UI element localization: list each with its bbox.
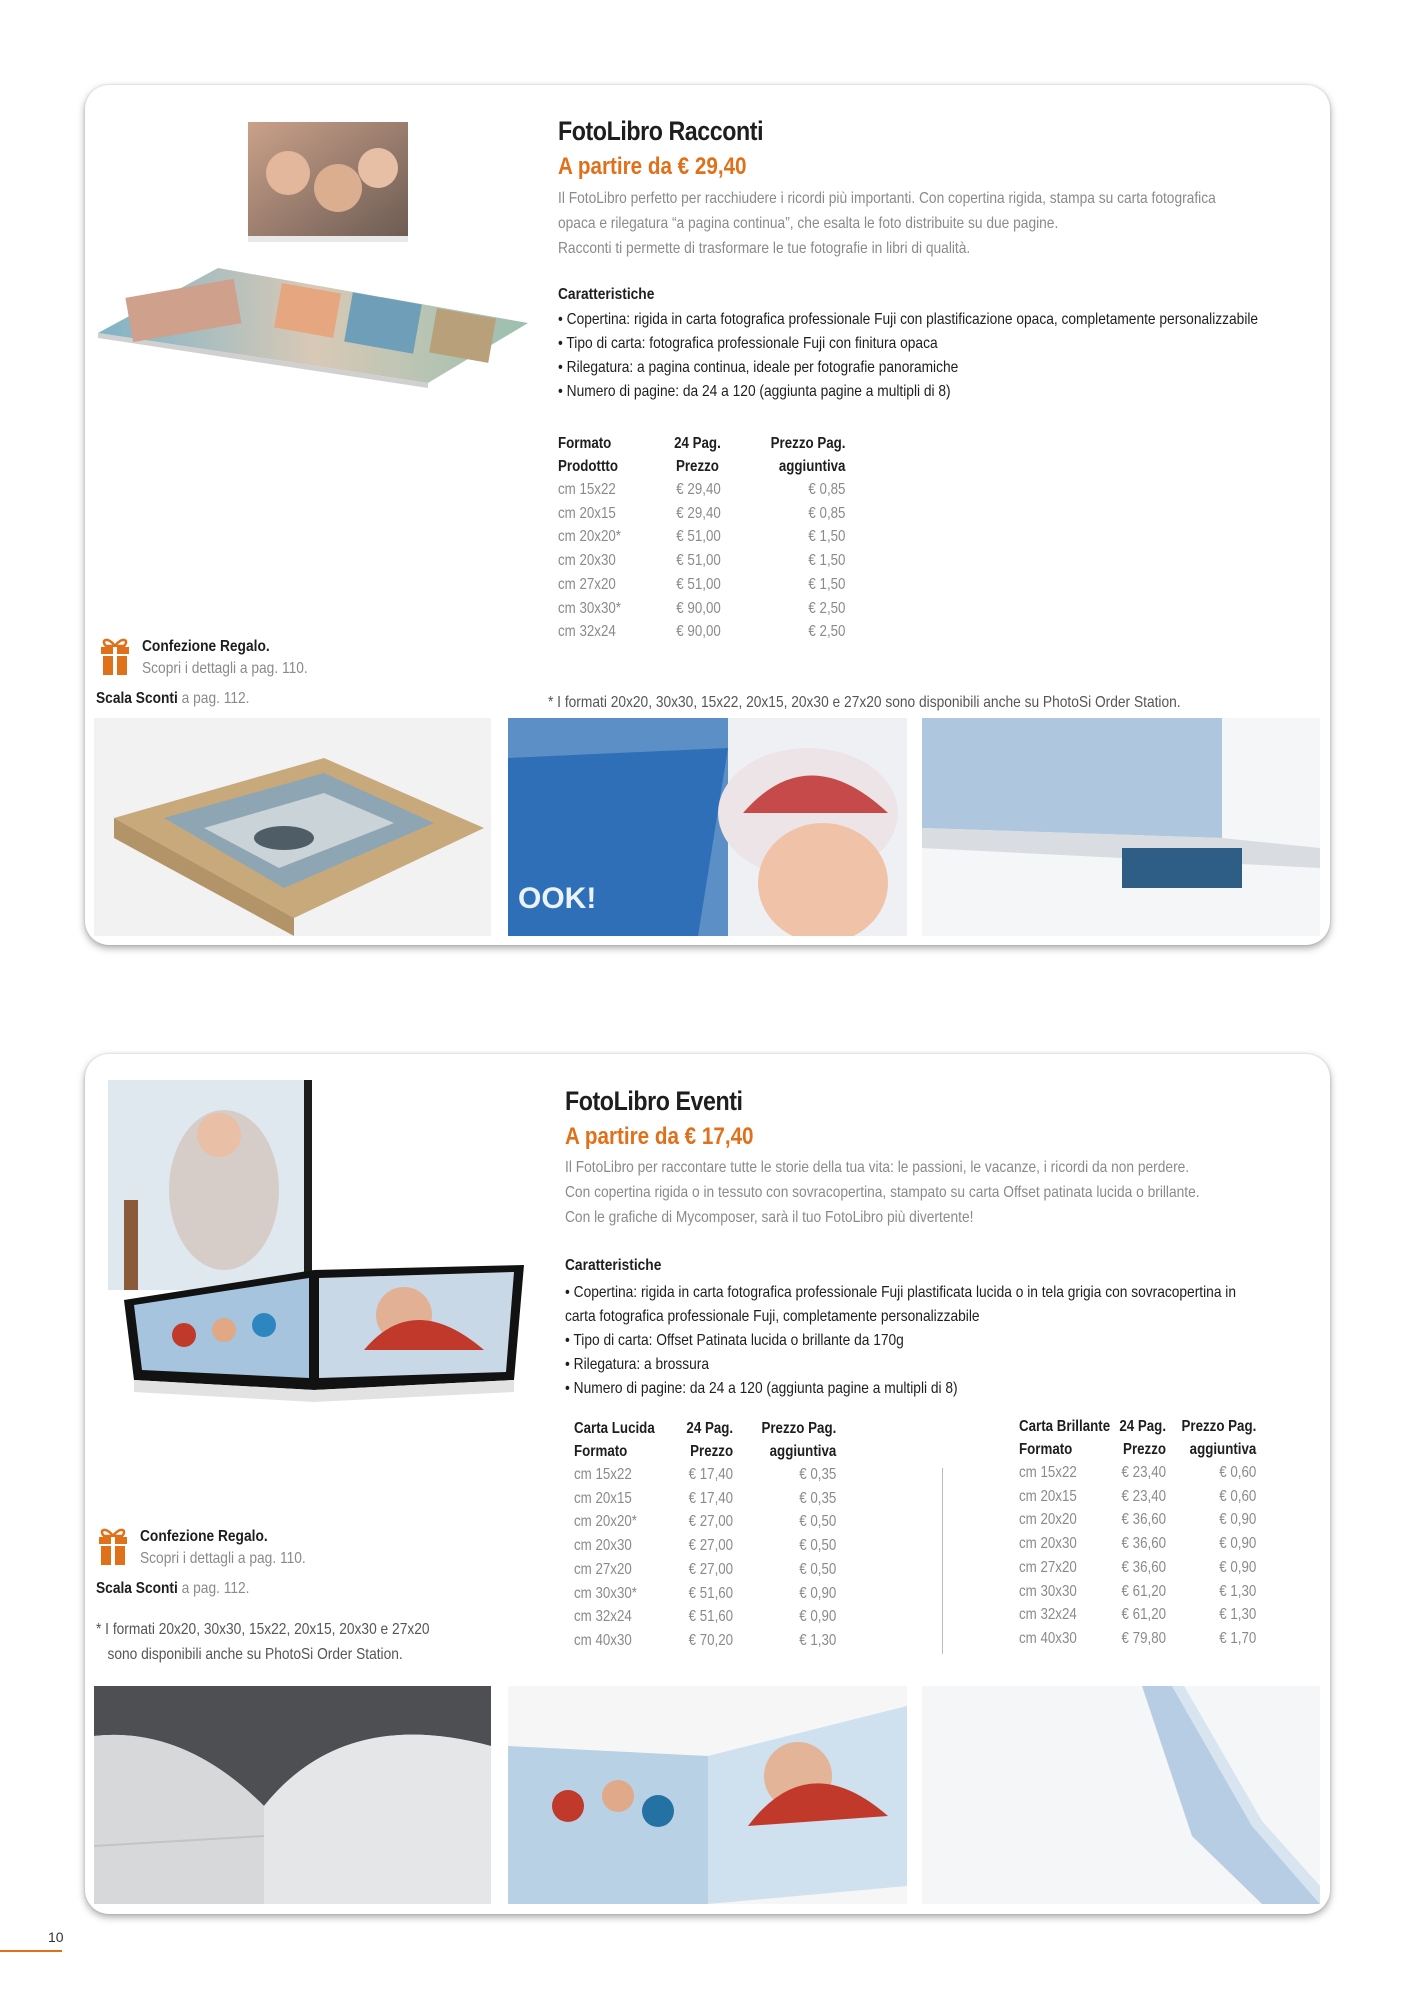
- product-title: FotoLibro Racconti: [558, 116, 764, 146]
- table-cell: € 0,90: [799, 1608, 837, 1626]
- table-cell: € 36,60: [1121, 1558, 1167, 1576]
- formats-footnote: [96, 1617, 430, 1667]
- starting-price: A partire da € 29,40: [558, 153, 747, 180]
- table-row: [1019, 1580, 1256, 1604]
- table-cell: € 1,30: [799, 1631, 837, 1649]
- table-cell: € 0,50: [799, 1560, 837, 1578]
- table-cell: € 90,00: [676, 623, 721, 641]
- starting-price: A partire da € 17,40: [565, 1123, 754, 1150]
- product-title: FotoLibro Eventi: [565, 1086, 743, 1116]
- gift-icon: [98, 1526, 128, 1566]
- feature-item: • Rilegatura: a brossura: [565, 1356, 710, 1373]
- table-row: [1019, 1532, 1256, 1556]
- feature-item: • Rilegatura: a pagina continua, ideale per fotografie panoramiche: [558, 359, 959, 376]
- photo-book-snowy: [508, 718, 907, 936]
- table-row: [558, 597, 845, 621]
- feature-item: • Copertina: rigida in carta fotografica professionale Fuji plastificata lucida o in tela grigia con sovracopertina in: [565, 1284, 1237, 1301]
- features-list: [558, 308, 1258, 404]
- table-cell: cm 32x24: [558, 623, 616, 641]
- table-row: [1019, 1461, 1256, 1485]
- table-cell: € 51,60: [688, 1584, 734, 1602]
- table-cell: € 51,00: [676, 575, 721, 593]
- table-cell: € 51,00: [676, 528, 721, 546]
- gift-box-note: [100, 636, 335, 680]
- photo-book-edge: [922, 718, 1320, 936]
- column-header: Carta Lucida Formato: [574, 1420, 655, 1460]
- table-header-row: [574, 1417, 836, 1463]
- table-cell: € 1,50: [808, 528, 846, 546]
- table-cell: cm 40x30: [574, 1631, 632, 1649]
- table-cell: cm 15x22: [574, 1466, 632, 1483]
- table-cell: € 51,00: [676, 552, 721, 570]
- table-row: [558, 573, 845, 597]
- table-cell: € 27,00: [688, 1560, 734, 1578]
- table-cell: € 27,00: [688, 1537, 734, 1555]
- table-row: [574, 1582, 836, 1606]
- table-cell: cm 27x20: [574, 1560, 632, 1578]
- gift-details-link[interactable]: Scopri i dettagli a pag. 110.: [142, 660, 308, 677]
- gift-box-note: [98, 1526, 333, 1570]
- table-cell: cm 20x30: [1019, 1535, 1077, 1553]
- description-line: Racconti ti permette di trasformare le tue fotografie in libri di qualità.: [558, 240, 971, 257]
- table-cell: cm 20x20: [1019, 1511, 1077, 1529]
- features-heading: Caratteristiche: [565, 1257, 662, 1274]
- table-cell: cm 20x30: [558, 552, 616, 570]
- table-cell: € 27,00: [688, 1513, 734, 1531]
- table-row: [574, 1534, 836, 1558]
- table-row: [1019, 1556, 1256, 1580]
- column-header: 24 Pag. Prezzo: [1119, 1418, 1167, 1458]
- table-cell: € 0,90: [799, 1584, 837, 1602]
- table-cell: cm 27x20: [1019, 1558, 1077, 1576]
- feature-item: • Copertina: rigida in carta fotografica professionale Fuji con plastificazione opaca, completamente personalizzabile: [558, 311, 1259, 328]
- table-cell: cm 30x30*: [574, 1584, 637, 1602]
- photo-book-open-snow: [508, 1686, 907, 1904]
- table-cell: € 79,80: [1121, 1629, 1167, 1647]
- table-cell: € 17,40: [688, 1489, 734, 1507]
- table-cell: € 0,35: [799, 1489, 837, 1507]
- table-cell: cm 20x15: [1019, 1487, 1077, 1505]
- table-cell: € 0,85: [808, 504, 846, 522]
- column-header: 24 Pag. Prezzo: [674, 435, 721, 475]
- feature-item: • Numero di pagine: da 24 a 120 (aggiunta pagine a multipli di 8): [558, 383, 951, 400]
- table-cell: € 61,20: [1121, 1606, 1167, 1624]
- table-cell: cm 20x15: [558, 504, 616, 522]
- features-heading: Caratteristiche: [558, 286, 655, 303]
- table-row: [558, 620, 845, 644]
- table-row: [558, 502, 845, 526]
- table-cell: € 23,40: [1121, 1464, 1167, 1481]
- gift-details-link[interactable]: Scopri i dettagli a pag. 110.: [140, 1550, 306, 1567]
- photo-book-spine: [94, 1686, 491, 1904]
- photo-book-corner: [922, 1686, 1320, 1904]
- price-table: [558, 432, 845, 644]
- column-header: Carta Brillante Formato: [1019, 1418, 1111, 1458]
- product-image-racconti: [98, 118, 538, 388]
- table-row: [1019, 1508, 1256, 1532]
- product-image-eventi: [104, 1080, 534, 1410]
- table-cell: € 2,50: [808, 623, 846, 641]
- table-cell: € 36,60: [1121, 1511, 1167, 1529]
- table-row: [574, 1605, 836, 1629]
- table-cell: cm 32x24: [1019, 1606, 1077, 1624]
- table-row: [1019, 1485, 1256, 1509]
- column-header: Prezzo Pag. aggiuntiva: [770, 435, 846, 475]
- table-cell: € 0,50: [799, 1537, 837, 1555]
- table-cell: € 61,20: [1121, 1582, 1167, 1600]
- table-cell: € 0,90: [1219, 1511, 1257, 1529]
- price-table-lucida: [574, 1417, 836, 1653]
- table-cell: € 23,40: [1121, 1487, 1167, 1505]
- table-cell: € 1,30: [1219, 1582, 1257, 1600]
- table-row: [558, 478, 845, 502]
- table-row: [574, 1463, 836, 1487]
- column-header: Prezzo Pag. aggiuntiva: [761, 1420, 837, 1460]
- table-cell: € 70,20: [688, 1631, 734, 1649]
- table-cell: cm 15x22: [1019, 1464, 1077, 1481]
- table-cell: € 0,35: [799, 1466, 837, 1483]
- table-cell: cm 20x15: [574, 1489, 632, 1507]
- table-header-row: [558, 432, 845, 478]
- table-cell: cm 30x30*: [558, 599, 621, 617]
- feature-item: • Numero di pagine: da 24 a 120 (aggiunta pagine a multipli di 8): [565, 1380, 958, 1397]
- table-row: [574, 1510, 836, 1534]
- feature-item: • Tipo di carta: Offset Patinata lucida o brillante da 170g: [565, 1332, 904, 1349]
- table-cell: € 0,85: [808, 481, 846, 498]
- table-cell: € 0,90: [1219, 1535, 1257, 1553]
- footnote-line: sono disponibili anche su PhotoSi Order Station.: [96, 1646, 403, 1663]
- table-cell: € 1,50: [808, 552, 846, 570]
- table-cell: € 0,60: [1219, 1464, 1257, 1481]
- description-line: Con copertina rigida o in tessuto con sovracopertina, stampato su carta Offset patinata lucida o brillante.: [565, 1184, 1200, 1201]
- table-row: [1019, 1627, 1256, 1651]
- product-description: [565, 1155, 1200, 1230]
- table-cell: € 36,60: [1121, 1535, 1167, 1553]
- table-row: [574, 1629, 836, 1653]
- column-header: Formato Prodottto: [558, 435, 618, 475]
- table-header-row: [1019, 1415, 1256, 1461]
- table-cell: € 0,50: [799, 1513, 837, 1531]
- table-cell: cm 27x20: [558, 575, 616, 593]
- price-table-brillante: [1019, 1415, 1256, 1651]
- gift-icon: [100, 636, 130, 676]
- description-line: Il FotoLibro per raccontare tutte le storie della tua vita: le passioni, le vacanze, i ricordi da non perdere.: [565, 1159, 1190, 1176]
- table-cell: cm 15x22: [558, 481, 616, 498]
- table-cell: € 1,30: [1219, 1606, 1257, 1624]
- column-header: 24 Pag. Prezzo: [686, 1420, 734, 1460]
- table-cell: cm 40x30: [1019, 1629, 1077, 1647]
- features-list: [565, 1281, 1236, 1401]
- discount-scale-note[interactable]: Scala Sconti a pag. 112.: [96, 690, 250, 707]
- table-row: [1019, 1603, 1256, 1627]
- feature-item: • Tipo di carta: fotografica professionale Fuji con finitura opaca: [558, 335, 938, 352]
- svg-text:OOK!: OOK!: [518, 882, 597, 915]
- photo-gift-box: [94, 718, 491, 936]
- description-line: Il FotoLibro perfetto per racchiudere i ricordi più importanti. Con copertina rigida, stampa su carta fotografica: [558, 190, 1216, 207]
- page-number-rule: [0, 1950, 62, 1952]
- table-cell: € 29,40: [676, 481, 721, 498]
- table-cell: cm 20x20*: [574, 1513, 637, 1531]
- table-cell: € 51,60: [688, 1608, 734, 1626]
- column-header: Prezzo Pag. aggiuntiva: [1181, 1418, 1257, 1458]
- table-cell: € 17,40: [688, 1466, 734, 1483]
- table-cell: € 1,70: [1219, 1629, 1257, 1647]
- gift-title: Confezione Regalo.: [140, 1528, 268, 1545]
- page-number: 10: [48, 1929, 64, 1945]
- footnote-line: * I formati 20x20, 30x30, 15x22, 20x15, 20x30 e 27x20: [96, 1621, 430, 1638]
- table-cell: € 90,00: [676, 599, 721, 617]
- table-cell: cm 20x30: [574, 1537, 632, 1555]
- table-cell: € 2,50: [808, 599, 846, 617]
- table-row: [558, 525, 845, 549]
- table-cell: € 0,90: [1219, 1558, 1257, 1576]
- feature-item: carta fotografica professionale Fuji, completamente personalizzabile: [565, 1308, 980, 1325]
- table-cell: cm 20x20*: [558, 528, 621, 546]
- table-cell: cm 30x30: [1019, 1582, 1077, 1600]
- table-cell: € 1,50: [808, 575, 846, 593]
- description-line: opaca e rilegatura “a pagina continua”, che esalta le foto distribuite su due pagine.: [558, 215, 1059, 232]
- table-row: [558, 549, 845, 573]
- description-line: Con le grafiche di Mycomposer, sarà il tuo FotoLibro più divertente!: [565, 1209, 974, 1226]
- product-description: [558, 186, 1216, 261]
- table-cell: cm 32x24: [574, 1608, 632, 1626]
- gift-title: Confezione Regalo.: [142, 638, 270, 655]
- formats-footnote: * I formati 20x20, 30x30, 15x22, 20x15, 20x30 e 27x20 sono disponibili anche su PhotoSi Order Station.: [548, 694, 1181, 711]
- table-row: [574, 1558, 836, 1582]
- table-row: [574, 1487, 836, 1511]
- table-divider: [942, 1468, 943, 1654]
- table-cell: € 0,60: [1219, 1487, 1257, 1505]
- table-cell: € 29,40: [676, 504, 721, 522]
- discount-scale-note[interactable]: Scala Sconti a pag. 112.: [96, 1580, 250, 1597]
